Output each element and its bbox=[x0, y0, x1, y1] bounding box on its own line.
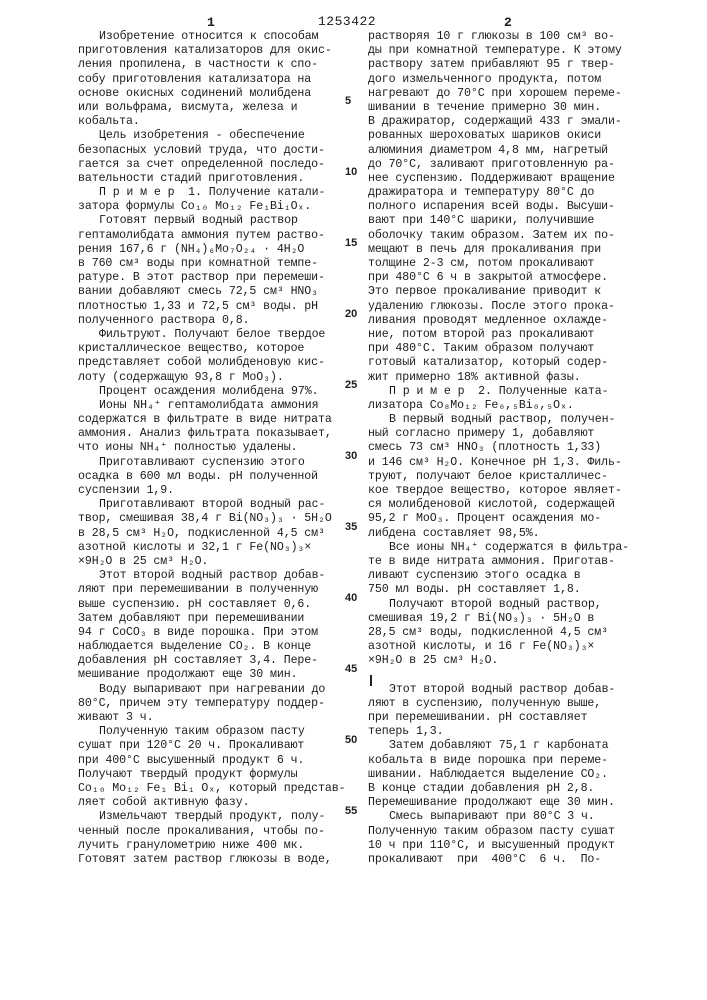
left-text-line: содержатся в фильтрате в виде нитрата bbox=[78, 413, 363, 427]
right-text-line: жит примерно 18% активной фазы. bbox=[368, 371, 653, 385]
right-text-line: растворяя 10 г глюкозы в 100 см³ во- bbox=[368, 30, 653, 44]
left-text-line: Воду выпаривают при нагревании до bbox=[78, 683, 363, 697]
line-number: 10 bbox=[345, 166, 357, 178]
left-text-line: Процент осаждения молибдена 97%. bbox=[78, 385, 363, 399]
right-text-line: шивании. Наблюдается выделение CO₂. bbox=[368, 768, 653, 782]
left-text-line: твор, смешивая 38,4 г Bi(NO₃)₃ · 5H₂O bbox=[78, 512, 363, 526]
right-text-line: готовый катализатор, который содер- bbox=[368, 356, 653, 370]
right-text-line: ный согласно примеру 1, добавляют bbox=[368, 427, 653, 441]
right-text-line: П р и м е р 2. Полученные ката- bbox=[368, 385, 653, 399]
right-text-line: дражиратора и температуру 80°C до bbox=[368, 186, 653, 200]
left-text-line: Затем добавляют при перемешивании bbox=[78, 612, 363, 626]
right-text-line: дого измельченного продукта, потом bbox=[368, 73, 653, 87]
left-text-line: Ионы NH₄⁺ гептамолибдата аммония bbox=[78, 399, 363, 413]
line-number: 50 bbox=[345, 734, 357, 746]
left-text-line: ления пропилена, в частности к спо- bbox=[78, 58, 363, 72]
left-text-line: мешивание продолжают еще 30 мин. bbox=[78, 668, 363, 682]
right-text-line: полного испарения всей воды. Высуши- bbox=[368, 200, 653, 214]
left-text-line: наблюдается выделение CO₂. В конце bbox=[78, 640, 363, 654]
right-text-line: 28,5 см³ воды, подкисленной 4,5 см³ bbox=[368, 626, 653, 640]
line-number: 55 bbox=[345, 805, 357, 817]
right-text-line: Смесь выпаривают при 80°C 3 ч. bbox=[368, 810, 653, 824]
right-text-line: рованных шероховатых шариков окиси bbox=[368, 129, 653, 143]
left-text-line: выше суспензию. pH составляет 0,6. bbox=[78, 598, 363, 612]
left-text-line: в 760 см³ воды при комнатной темпе- bbox=[78, 257, 363, 271]
left-text-line: Этот второй водный раствор добав- bbox=[78, 569, 363, 583]
right-text-line: либдена составляет 98,5%. bbox=[368, 527, 653, 541]
right-text-line: азотной кислоты, и 16 г Fe(NO₃)₃× bbox=[368, 640, 653, 654]
left-text-line: 80°C, причем эту температуру поддер- bbox=[78, 697, 363, 711]
right-text-line: смешивая 19,2 г Bi(NO₃)₃ · 5H₂O в bbox=[368, 612, 653, 626]
right-text-line: Полученную таким образом пасту сушат bbox=[368, 825, 653, 839]
right-text-line: В конце стадии добавления pH 2,8. bbox=[368, 782, 653, 796]
line-number: 25 bbox=[345, 379, 357, 391]
left-text-line: П р и м е р 1. Получение катали- bbox=[78, 186, 363, 200]
line-number: 30 bbox=[345, 450, 357, 462]
left-text-line: азотной кислоты и 32,1 г Fe(NO₃)₃× bbox=[78, 541, 363, 555]
left-text-line: Полученную таким образом пасту bbox=[78, 725, 363, 739]
left-text-column bbox=[78, 30, 363, 867]
page-number-left: 1 bbox=[207, 15, 215, 30]
left-text-line: осадка в 600 мл воды. pH полученной bbox=[78, 470, 363, 484]
left-text-line: полученного раствора 0,8. bbox=[78, 314, 363, 328]
line-number: 35 bbox=[345, 521, 357, 533]
left-text-line: при 400°C высушенный продукт 6 ч. bbox=[78, 754, 363, 768]
left-text-line: ченный после прокаливания, чтобы по- bbox=[78, 825, 363, 839]
left-text-line: или вольфрама, висмута, железа и bbox=[78, 101, 363, 115]
left-text-line: 94 г CoCO₃ в виде порошка. При этом bbox=[78, 626, 363, 640]
left-text-line: кристаллическое вещество, которое bbox=[78, 342, 363, 356]
right-text-line: В первый водный раствор, получен- bbox=[368, 413, 653, 427]
right-text-line: ляют в суспензию, полученную выше, bbox=[368, 697, 653, 711]
right-text-line: Это первое прокаливание приводит к bbox=[368, 285, 653, 299]
right-text-line: теперь 1,3. bbox=[368, 725, 653, 739]
left-text-line: кобальта. bbox=[78, 115, 363, 129]
line-number: 40 bbox=[345, 592, 357, 604]
right-text-line: ние, потом второй раз прокаливают bbox=[368, 328, 653, 342]
left-text-line: гается за счет определенной последо- bbox=[78, 158, 363, 172]
right-text-line: удалению глюкозы. После этого прока- bbox=[368, 300, 653, 314]
left-text-line: затора формулы Co₁₀ Mo₁₂ Fe₁Bi₁Oₓ. bbox=[78, 200, 363, 214]
line-number: 15 bbox=[345, 237, 357, 249]
line-number: 45 bbox=[345, 663, 357, 675]
right-text-line: Этот второй водный раствор добав- bbox=[368, 683, 653, 697]
right-text-line: труют, получают белое кристалличес- bbox=[368, 470, 653, 484]
left-text-line: представляет собой молибденовую кис- bbox=[78, 356, 363, 370]
line-number: 20 bbox=[345, 308, 357, 320]
left-text-line: Готовят первый водный раствор bbox=[78, 214, 363, 228]
left-text-line: добавления pH составляет 3,4. Пере- bbox=[78, 654, 363, 668]
line-number: 5 bbox=[345, 95, 351, 107]
right-text-line: те в виде нитрата аммония. Приготав- bbox=[368, 555, 653, 569]
right-text-line: Получают второй водный раствор, bbox=[368, 598, 653, 612]
right-text-line: раствору затем прибавляют 95 г твер- bbox=[368, 58, 653, 72]
left-text-line: Готовят затем раствор глюкозы в воде, bbox=[78, 853, 363, 867]
left-text-line: вании добавляют смесь 72,5 см³ HNO₃ bbox=[78, 285, 363, 299]
right-text-line: ды при комнатной температуре. К этому bbox=[368, 44, 653, 58]
right-text-line: вают при 140°C шарики, получившие bbox=[368, 214, 653, 228]
left-text-line: гептамолибдата аммония путем раство- bbox=[78, 229, 363, 243]
left-text-line: ляют при перемешивании в полученную bbox=[78, 583, 363, 597]
left-text-line: Co₁₀ Mo₁₂ Fe₁ Bi₁ Oₓ, который представ- bbox=[78, 782, 363, 796]
right-text-line: Затем добавляют 75,1 г карбоната bbox=[368, 739, 653, 753]
right-text-line: при 480°C 6 ч в закрытой атмосфере. bbox=[368, 271, 653, 285]
right-text-line: мещают в печь для прокаливания при bbox=[368, 243, 653, 257]
right-text-line: кое твердое вещество, которое являет- bbox=[368, 484, 653, 498]
stray-mark bbox=[370, 675, 372, 686]
left-text-line: рения 167,6 г (NH₄)₆Mo₇O₂₄ · 4H₂O bbox=[78, 243, 363, 257]
left-text-line: Измельчают твердый продукт, полу- bbox=[78, 810, 363, 824]
right-text-line: нагревают до 70°C при хорошем переме- bbox=[368, 87, 653, 101]
left-text-line: лучить гранулометрию ниже 400 мк. bbox=[78, 839, 363, 853]
left-text-line: Изобретение относится к способам bbox=[78, 30, 363, 44]
document-number: 1253422 bbox=[318, 14, 376, 29]
left-text-line: ратуре. В этот раствор при перемеши- bbox=[78, 271, 363, 285]
left-text-line: безопасных условий труда, что дости- bbox=[78, 144, 363, 158]
left-text-line: живают 3 ч. bbox=[78, 711, 363, 725]
right-text-line: смесь 73 см³ HNO₃ (плотность 1,33) bbox=[368, 441, 653, 455]
right-text-line: 750 мл воды. pH составляет 1,8. bbox=[368, 583, 653, 597]
left-text-line: Фильтруют. Получают белое твердое bbox=[78, 328, 363, 342]
left-text-line: ляет собой активную фазу. bbox=[78, 796, 363, 810]
left-text-line: Цель изобретения - обеспечение bbox=[78, 129, 363, 143]
left-text-line: что ионы NH₄⁺ полностью удалены. bbox=[78, 441, 363, 455]
right-text-line: 95,2 г MoO₃. Процент осаждения мо- bbox=[368, 512, 653, 526]
left-text-line: сушат при 120°C 20 ч. Прокаливают bbox=[78, 739, 363, 753]
left-text-line: Получают твердый продукт формулы bbox=[78, 768, 363, 782]
left-text-line: вательности стадий приготовления. bbox=[78, 172, 363, 186]
right-text-column bbox=[368, 30, 653, 867]
right-text-line: алюминия диаметром 4,8 мм, нагретый bbox=[368, 144, 653, 158]
left-text-line: основе окисных содинений молибдена bbox=[78, 87, 363, 101]
left-text-line: лоту (содержащую 93,8 г MoO₃). bbox=[78, 371, 363, 385]
right-text-line: оболочку таким образом. Затем их по- bbox=[368, 229, 653, 243]
right-text-line: до 70°C, заливают приготовленную ра- bbox=[368, 158, 653, 172]
right-text-line: ливают суспензию этого осадка в bbox=[368, 569, 653, 583]
right-text-line: при перемешивании. pH составляет bbox=[368, 711, 653, 725]
left-text-line: Приготавливают второй водный рас- bbox=[78, 498, 363, 512]
left-text-line: собу приготовления катализатора на bbox=[78, 73, 363, 87]
left-text-line: приготовления катализаторов для окис- bbox=[78, 44, 363, 58]
right-text-line: нее суспензию. Поддерживают вращение bbox=[368, 172, 653, 186]
right-text-line: и 146 см³ H₂O. Конечное pH 1,3. Филь- bbox=[368, 456, 653, 470]
right-text-line: шивании в течение примерно 30 мин. bbox=[368, 101, 653, 115]
right-text-line: В дражиратор, содержащий 433 г эмали- bbox=[368, 115, 653, 129]
right-text-line: ливания проводят медленное охлажде- bbox=[368, 314, 653, 328]
left-text-line: в 28,5 см³ H₂O, подкисленной 4,5 см³ bbox=[78, 527, 363, 541]
right-text-line: Перемешивание продолжают еще 30 мин. bbox=[368, 796, 653, 810]
left-text-line: плотностью 1,33 и 72,5 см³ воды. pH bbox=[78, 300, 363, 314]
right-text-line: прокаливают при 400°C 6 ч. По- bbox=[368, 853, 653, 867]
right-text-line: при 480°C. Таким образом получают bbox=[368, 342, 653, 356]
right-text-line: 10 ч при 110°C, и высушенный продукт bbox=[368, 839, 653, 853]
left-text-line: Приготавливают суспензию этого bbox=[78, 456, 363, 470]
right-text-line: толщине 2-3 см, потом прокаливают bbox=[368, 257, 653, 271]
right-text-line: кобальта в виде порошка при переме- bbox=[368, 754, 653, 768]
left-text-line: суспензии 1,9. bbox=[78, 484, 363, 498]
left-text-line: аммония. Анализ фильтрата показывает, bbox=[78, 427, 363, 441]
right-text-line: ся молибденовой кислотой, содержащей bbox=[368, 498, 653, 512]
right-text-line bbox=[368, 668, 653, 682]
page-number-right: 2 bbox=[504, 15, 512, 30]
right-text-line: ×9H₂O в 25 см³ H₂O. bbox=[368, 654, 653, 668]
right-text-line: лизатора Co₈Mo₁₂ Fe₀,₅Bi₀,₅Oₓ. bbox=[368, 399, 653, 413]
left-text-line: ×9H₂O в 25 см³ H₂O. bbox=[78, 555, 363, 569]
right-text-line: Все ионы NH₄⁺ содержатся в фильтра- bbox=[368, 541, 653, 555]
